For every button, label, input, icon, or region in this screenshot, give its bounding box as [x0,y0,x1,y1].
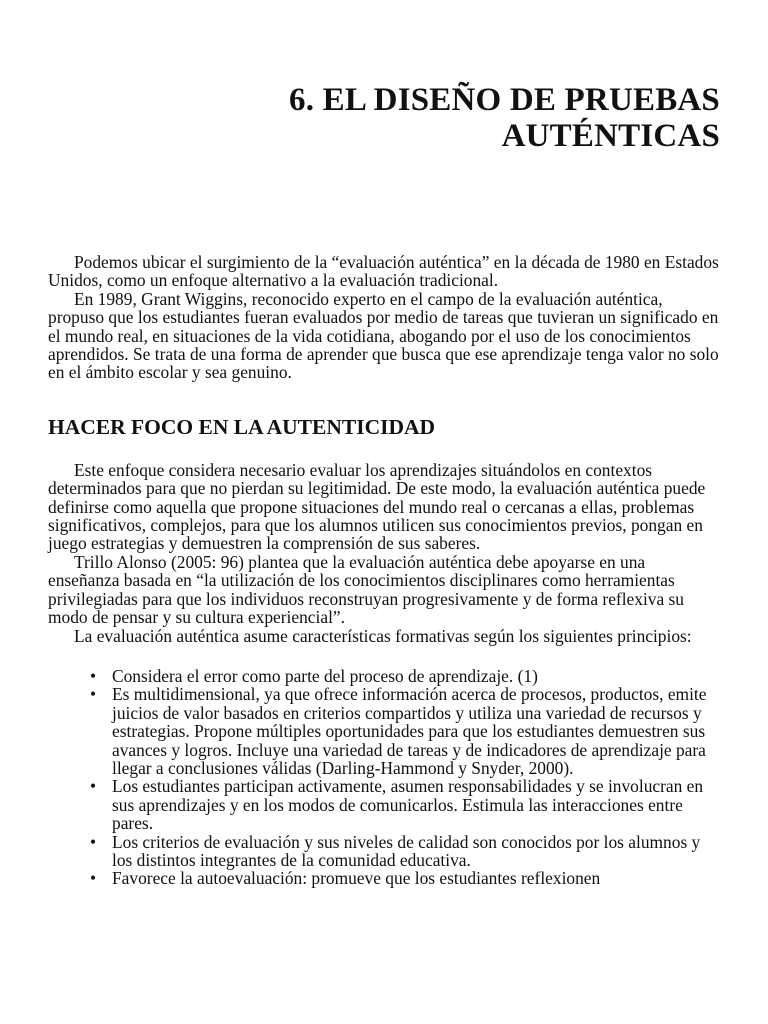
intro-paragraph: Podemos ubicar el surgimiento de la “evaluación auténtica” en la década de 1980 en Estados Unidos, como un enfoque alternativo a la evaluación tradicional. [48,252,719,291]
section-paragraph: Este enfoque considera necesario evaluar los aprendizajes situándolos en contextos determinados para que no pierdan su legitimidad. De este modo, la evaluación auténtica puede definirse como aquella que propone situaciones del mundo real o cercanas a ellas, problemas significativos, complejos, para que los alumnos utilicen sus conocimientos previos, pongan en juego estrategias y demuestren la comprensión de sus saberes. [48,459,706,554]
list-item: • Los criterios de evaluación y sus niveles de calidad son conocidos por los alumnos y los distintos integrantes de la comunidad educativa. [112,833,720,870]
list-item: • Considera el error como parte del proceso de aprendizaje. (1) [112,667,720,685]
body-text [48,253,720,888]
list-item: • Favorece la autoevaluación: promueve que los estudiantes reflexionen [112,869,720,887]
chapter-title-line-1: 6. EL DISEÑO DE PRUEBAS [289,82,720,118]
principles-list [48,667,720,888]
section-paragraph: La evaluación auténtica asume características formativas según los siguientes principios: [74,625,692,646]
list-item: • Los estudiantes participan activamente, asumen responsabilidades y se involucran en sus aprendizajes y en los modos de comunicarlos. Estimula las interacciones entre pares. [112,777,720,832]
list-item: • Es multidimensional, ya que ofrece información acerca de procesos, productos, emite juicios de valor basados en criterios compartidos y utiliza una variedad de recursos y estrategias. Propone múltiples oportunidades para que los estudiantes demuestren sus avances y logros. Incluye una variedad de tareas y de indicadores de aprendizaje para llegar a conclusiones válidas (Darling-Hammond y Snyder, 2000). [112,685,720,777]
chapter-title [48,82,720,154]
intro-paragraph: En 1989, Grant Wiggins, reconocido experto en el campo de la evaluación auténtica, propuso que los estudiantes fueran evaluados por medio de tareas que tuvieran un significado en el mundo real, en situaciones de la vida cotidiana, abogando por el uso de los conocimientos aprendidos. Se trata de una forma de aprender que busca que ese aprendizaje tenga valor no solo en el ámbito escolar y sea genuino. [48,288,719,383]
section-paragraph: Trillo Alonso (2005: 96) plantea que la evaluación auténtica debe apoyarse en una enseñanza basada en “la utilización de los conocimientos disciplinares como herramientas privilegiadas para que los individuos reconstruyan progresivamente y de forma reflexiva su modo de pensar y su cultura experiencial”. [48,551,685,628]
chapter-title-line-2: AUTÉNTICAS [501,118,720,154]
section-heading: HACER FOCO EN LA AUTENTICIDAD [48,414,436,439]
